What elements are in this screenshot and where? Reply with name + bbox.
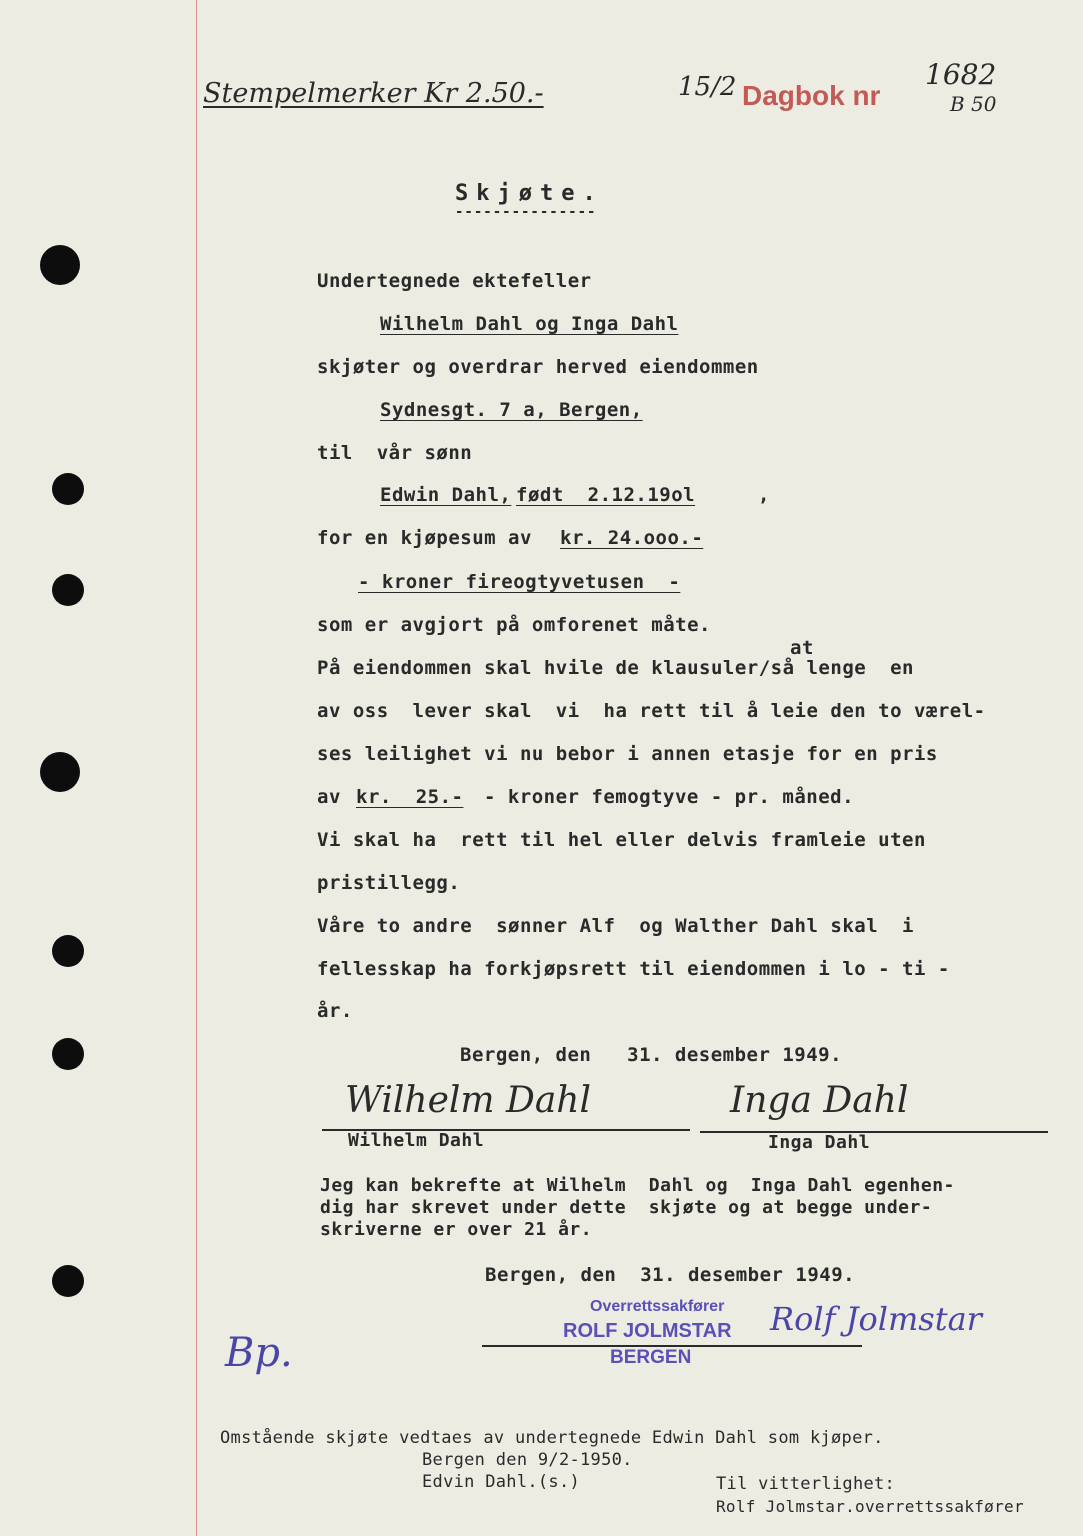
- place-date: Bergen, den 31. desember 1949.: [485, 1264, 856, 1286]
- punch-hole: [40, 245, 80, 285]
- body-line: Våre to andre sønner Alf og Walther Dahl skal i: [317, 915, 914, 937]
- punch-hole: [52, 935, 84, 967]
- body-line: - kroner femogtyve - pr. måned.: [472, 786, 855, 808]
- dagbok-stamp: Dagbok nr: [742, 80, 881, 111]
- body-line: På eiendommen skal hvile de klausuler/så lenge en: [317, 657, 914, 679]
- title-underline: ---------------: [455, 204, 597, 220]
- body-line: år.: [317, 1000, 353, 1022]
- attestation-line: skriverne er over 21 år.: [320, 1219, 593, 1240]
- purchase-price: kr. 24.ooo.-: [560, 527, 704, 549]
- body-line: av oss lever skal vi ha rett til å leie den to værel-: [317, 700, 986, 722]
- lawyer-stamp-city: BERGEN: [610, 1347, 692, 1368]
- signature-inga: Inga Dahl: [730, 1080, 909, 1121]
- insert-word: at: [790, 637, 814, 659]
- footer-line: Bergen den 9/2-1950.: [422, 1450, 633, 1470]
- body-line: Vi skal ha rett til hel eller delvis framleie uten: [317, 829, 926, 851]
- signature-line: [700, 1131, 1048, 1133]
- body-line: for en kjøpesum av: [317, 527, 544, 549]
- body-line: Undertegnede ektefeller: [317, 270, 592, 292]
- grantee-name: Edwin Dahl,: [380, 484, 512, 506]
- punch-hole: [52, 574, 84, 606]
- document-title: Skjøte.: [455, 181, 604, 206]
- dagbok-number: 1682: [925, 58, 997, 91]
- footer-line: Omstående skjøte vedtaes av undertegnede Edwin Dahl som kjøper.: [220, 1428, 884, 1448]
- body-line: pristillegg.: [317, 872, 461, 894]
- footer-line: Rolf Jolmstar.overrettssakfører: [716, 1497, 1024, 1516]
- attestation-line: dig har skrevet under dette skjøte og at begge under-: [320, 1197, 933, 1218]
- margin-line: [196, 0, 197, 1536]
- receipt-date-note: 15/2: [678, 72, 737, 102]
- body-line: av: [317, 786, 353, 808]
- signature-line: [482, 1345, 862, 1347]
- body-line: skjøter og overdrar herved eiendommen: [317, 356, 759, 378]
- lawyer-stamp-title: Overrettssakfører: [590, 1298, 725, 1315]
- body-line: fellesskap ha forkjøpsrett til eiendommen i lo - ti -: [317, 958, 950, 980]
- place-date: Bergen, den 31. desember 1949.: [460, 1044, 843, 1066]
- punch-hole: [52, 1265, 84, 1297]
- punch-hole: [40, 752, 80, 792]
- lawyer-signature: Rolf Jolmstar: [770, 1300, 982, 1338]
- footer-line: Edvin Dahl.(s.): [422, 1472, 581, 1492]
- lawyer-stamp-name: ROLF JOLMSTAR: [563, 1320, 732, 1342]
- typed-name-wilhelm: Wilhelm Dahl: [348, 1130, 485, 1151]
- property-address: Sydnesgt. 7 a, Bergen,: [380, 399, 643, 421]
- punch-hole: [52, 473, 84, 505]
- body-line: som er avgjort på omforenet måte.: [317, 614, 711, 636]
- stamp-marks-note: Stempelmerker Kr 2.50.-: [203, 78, 544, 109]
- grantee-birthdate: født 2.12.19ol: [516, 484, 696, 506]
- rent-amount: kr. 25.-: [356, 786, 464, 808]
- punch-hole: [52, 1038, 84, 1070]
- dagbok-fraction: B 50: [950, 92, 997, 116]
- attestation-line: Jeg kan bekrefte at Wilhelm Dahl og Inga Dahl egenhen-: [320, 1175, 955, 1196]
- typed-name-inga: Inga Dahl: [768, 1132, 871, 1153]
- signature-wilhelm: Wilhelm Dahl: [345, 1080, 592, 1121]
- body-line: til vår sønn: [317, 442, 473, 464]
- initials-mark: Bp.: [225, 1330, 293, 1376]
- grantor-names: Wilhelm Dahl og Inga Dahl: [380, 313, 679, 335]
- footer-line: Til vitterlighet:: [716, 1474, 896, 1494]
- body-punct: ,: [758, 484, 770, 506]
- price-in-words: - kroner fireogtyvetusen -: [358, 571, 681, 593]
- body-line: ses leilighet vi nu bebor i annen etasje for en pris: [317, 743, 938, 765]
